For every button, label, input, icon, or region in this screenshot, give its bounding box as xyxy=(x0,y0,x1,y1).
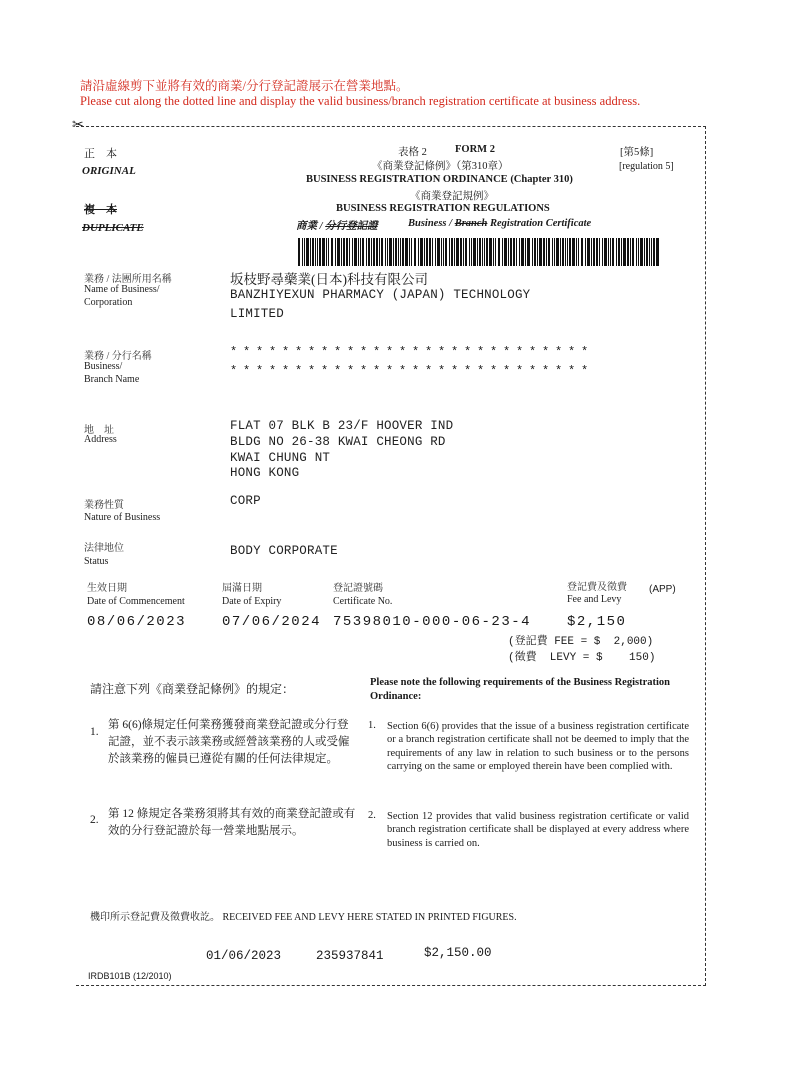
barcode-bar xyxy=(560,238,561,266)
certificate-type-business: Business / xyxy=(408,218,455,229)
certificate-number: 75398010-000-06-23-4 xyxy=(333,614,532,630)
barcode-bar xyxy=(489,238,492,266)
name-label-line-1: Name of Business/ xyxy=(84,284,160,295)
barcode-bar xyxy=(454,238,455,266)
barcode-bar xyxy=(435,238,436,266)
barcode-bar xyxy=(371,238,372,266)
barcode-bar xyxy=(646,238,648,266)
duplicate-label-chinese: 複 本 xyxy=(84,204,117,216)
barcode-bar xyxy=(360,238,361,266)
cut-line-right xyxy=(705,126,706,986)
barcode-bar xyxy=(402,238,404,266)
barcode-bar xyxy=(302,238,303,266)
barcode-bar xyxy=(638,238,639,266)
barcode-bar xyxy=(525,238,526,266)
barcode-bar xyxy=(656,238,659,266)
barcode-bar xyxy=(387,238,388,266)
barcode-bar xyxy=(393,238,394,266)
barcode-bar xyxy=(411,238,412,266)
certificate-no-label-chinese: 登記證號碼 xyxy=(333,583,383,594)
app-marker: (APP) xyxy=(649,584,676,595)
barcode-bar xyxy=(587,238,590,266)
barcode-bar xyxy=(349,238,350,266)
barcode-bar xyxy=(471,238,472,266)
requirements-title: Please note the following requirements of the Business Registration Ordinance: xyxy=(370,677,671,702)
barcode-bar xyxy=(437,238,440,266)
barcode-bar xyxy=(513,238,515,266)
barcode-bar xyxy=(508,238,509,266)
registration-fee: (登記費 FEE = $ 2,000) xyxy=(508,636,654,648)
barcode-bar xyxy=(306,238,309,266)
branch-name-line-1: **************************** xyxy=(230,345,595,359)
regulation-ref-chinese: [第5條] xyxy=(620,147,654,158)
barcode-bar xyxy=(304,238,305,266)
barcode-bar xyxy=(298,238,300,266)
barcode-bar xyxy=(362,238,364,266)
business-name-line-1: BANZHIYEXUN PHARMACY (JAPAN) TECHNOLOGY xyxy=(230,288,531,302)
barcode-bar xyxy=(460,238,462,266)
certificate-type-registration: Registration Certificate xyxy=(487,218,592,229)
certificate-type-zh-branch: 分行登記證 xyxy=(325,221,378,232)
barcode-bar xyxy=(612,238,614,266)
status-label: Status xyxy=(84,556,109,567)
barcode-bar xyxy=(414,238,416,266)
barcode-bar xyxy=(409,238,410,266)
barcode-bar xyxy=(310,238,311,266)
barcode-bar xyxy=(640,238,643,266)
barcode-bar xyxy=(627,238,629,266)
barcode-bar xyxy=(337,238,340,266)
branch-label-line-2: Branch Name xyxy=(84,374,140,385)
barcode-bar xyxy=(591,238,592,266)
barcode-bar xyxy=(618,238,620,266)
barcode-bar xyxy=(519,238,520,266)
barcode-bar xyxy=(528,238,530,266)
barcode-bar xyxy=(653,238,655,266)
fee-total: $2,150 xyxy=(567,614,627,630)
barcode-bar xyxy=(565,238,566,266)
expiry-label: Date of Expiry xyxy=(222,596,282,607)
barcode-bar xyxy=(510,238,512,266)
barcode-bar xyxy=(539,238,542,266)
barcode-bar xyxy=(451,238,453,266)
barcode-bar xyxy=(493,238,494,266)
barcode-bar xyxy=(585,238,586,266)
cut-instruction-english: Please cut along the dotted line and display the valid business/branch registration certificate at business address. xyxy=(80,94,641,108)
barcode-bar xyxy=(576,238,577,266)
barcode-bar xyxy=(335,238,336,266)
name-label-line-2: Corporation xyxy=(84,297,133,308)
business-name-chinese: 坂枝野尋藥業(日本)科技有限公司 xyxy=(230,272,428,287)
barcode-bar xyxy=(537,238,538,266)
certificate-type-branch: Branch xyxy=(454,218,488,229)
requirement-1: Section 6(6) provides that the issue of a business registration certificate or a branch registration certificate shall not be deemed to imply that the requirements of any law in relation to such business or to the persons carrying on the same or employed therein have been complied with. xyxy=(387,721,689,773)
barcode-bar xyxy=(352,238,353,266)
barcode-bar xyxy=(376,238,378,266)
barcode-bar xyxy=(373,238,376,266)
original-label: ORIGINAL xyxy=(82,165,136,177)
requirement-1-chinese: 第 6(6)條規定任何業務獲發商業登記證或分行登記證，並不表示該業務或經營該業務的人或受僱於該業務的僱員已遵從有關的任何法律規定。 xyxy=(108,719,350,765)
barcode-bar xyxy=(636,238,637,266)
barcode-bar xyxy=(651,238,652,266)
barcode-bar xyxy=(495,238,496,266)
duplicate-label: DUPLICATE xyxy=(82,222,144,234)
requirement-2-chinese: 第 12 條規定各業務須將其有效的商業登記證或有效的分行登記證於每一營業地點展示。 xyxy=(108,808,356,837)
barcode-bar xyxy=(398,238,399,266)
status-label-chinese: 法律地位 xyxy=(84,543,124,554)
barcode-bar xyxy=(498,238,500,266)
address-line-1: FLAT 07 BLK B 23/F HOOVER IND xyxy=(230,419,454,433)
barcode-bar xyxy=(504,238,507,266)
address-line-4: HONG KONG xyxy=(230,466,300,480)
barcode-bar xyxy=(319,238,321,266)
requirement-1-number: 1. xyxy=(368,720,376,731)
barcode-bar xyxy=(630,238,631,266)
receipt-date: 01/06/2023 xyxy=(206,949,282,963)
barcode-bar xyxy=(473,238,476,266)
barcode-bar xyxy=(616,238,617,266)
legal-status: BODY CORPORATE xyxy=(230,544,338,558)
levy-fee: (徵費 LEVY = $ 150) xyxy=(508,652,656,664)
barcode-bar xyxy=(578,238,579,266)
requirement-1-number-chinese: 1. xyxy=(90,726,99,738)
barcode-bar xyxy=(548,238,550,266)
barcode-bar xyxy=(328,238,329,266)
barcode-bar xyxy=(532,238,533,266)
cut-line-top xyxy=(76,126,706,127)
barcode-bar xyxy=(400,238,401,266)
barcode-bar xyxy=(441,238,442,266)
barcode-bar xyxy=(358,238,359,266)
address-label: Address xyxy=(84,434,117,445)
barcode-bar xyxy=(567,238,568,266)
barcode-bar xyxy=(604,238,607,266)
commencement-label-chinese: 生效日期 xyxy=(87,583,127,594)
barcode-bar xyxy=(581,238,583,266)
cut-instruction-chinese: 請沿虛線剪下並將有效的商業/分行登記證展示在營業地點。 xyxy=(80,79,409,93)
barcode-bar xyxy=(322,238,325,266)
barcode xyxy=(298,238,660,266)
barcode-bar xyxy=(326,238,327,266)
barcode-bar xyxy=(426,238,428,266)
barcode-bar xyxy=(593,238,595,266)
requirement-2-number: 2. xyxy=(368,810,376,821)
barcode-bar xyxy=(469,238,470,266)
ordinance-title: BUSINESS REGISTRATION ORDINANCE (Chapter 310) xyxy=(306,174,573,185)
commencement-date: 08/06/2023 xyxy=(87,614,187,630)
barcode-bar xyxy=(381,238,383,266)
barcode-bar xyxy=(445,238,447,266)
barcode-bar xyxy=(543,238,545,266)
barcode-bar xyxy=(534,238,536,266)
regulations-title: BUSINESS REGISTRATION REGULATIONS xyxy=(336,203,550,214)
barcode-bar xyxy=(502,238,503,266)
barcode-bar xyxy=(602,238,603,266)
requirement-2: Section 12 provides that valid business registration certificate or valid branch registration certificate shall be displayed at every address where business is carried on. xyxy=(387,811,689,849)
nature-label: Nature of Business xyxy=(84,512,161,523)
fee-label: Fee and Levy xyxy=(567,594,622,605)
expiry-label-chinese: 屆滿日期 xyxy=(222,583,262,594)
branch-name-line-2: **************************** xyxy=(230,364,595,378)
form-number: FORM 2 xyxy=(455,144,495,155)
barcode-bar xyxy=(479,238,481,266)
ordinance-title-chinese: 《商業登記條例》（第310章） xyxy=(372,161,509,172)
branch-label-chinese: 業務 / 分行名稱 xyxy=(84,351,152,362)
barcode-bar xyxy=(482,238,483,266)
barcode-bar xyxy=(608,238,609,266)
form-number-chinese: 表格 2 xyxy=(398,147,427,158)
address-label-chinese: 地 址 xyxy=(84,425,114,436)
barcode-bar xyxy=(632,238,634,266)
barcode-bar xyxy=(516,238,517,266)
receipt-amount: $2,150.00 xyxy=(424,946,492,960)
barcode-bar xyxy=(486,238,488,266)
branch-label-line-1: Business/ xyxy=(84,361,123,372)
certificate-type-english xyxy=(408,218,591,229)
scissors-icon: ✂ xyxy=(72,118,84,133)
barcode-bar xyxy=(623,238,626,266)
expiry-date: 07/06/2024 xyxy=(222,614,322,630)
barcode-bar xyxy=(389,238,392,266)
barcode-bar xyxy=(432,238,433,266)
business-name-line-2: LIMITED xyxy=(230,307,284,321)
barcode-bar xyxy=(317,238,318,266)
barcode-bar xyxy=(379,238,380,266)
name-label-chinese: 業務 / 法團所用名稱 xyxy=(84,274,172,285)
barcode-bar xyxy=(429,238,431,266)
barcode-bar xyxy=(420,238,423,266)
barcode-bar xyxy=(621,238,622,266)
barcode-bar xyxy=(366,238,367,266)
receipt-number: 235937841 xyxy=(316,949,384,963)
barcode-bar xyxy=(343,238,345,266)
barcode-bar xyxy=(572,238,575,266)
barcode-bar xyxy=(596,238,598,266)
barcode-bar xyxy=(368,238,370,266)
barcode-bar xyxy=(562,238,564,266)
cut-line-bottom xyxy=(76,985,706,986)
nature-of-business: CORP xyxy=(230,494,261,508)
barcode-bar xyxy=(354,238,357,266)
barcode-bar xyxy=(424,238,425,266)
fee-label-chinese: 登記費及徵費 xyxy=(567,582,627,593)
barcode-bar xyxy=(521,238,524,266)
certificate-type xyxy=(296,218,378,233)
requirements-title-chinese: 請注意下列《商業登記條例》的規定： xyxy=(90,682,295,696)
address-line-2: BLDG NO 26-38 KWAI CHEONG RD xyxy=(230,435,446,449)
barcode-bar xyxy=(465,238,467,266)
barcode-bar xyxy=(649,238,650,266)
barcode-bar xyxy=(331,238,333,266)
barcode-bar xyxy=(315,238,316,266)
barcode-bar xyxy=(443,238,444,266)
barcode-bar xyxy=(599,238,600,266)
barcode-bar xyxy=(477,238,478,266)
form-code: IRDB101B (12/2010) xyxy=(88,971,172,981)
nature-label-chinese: 業務性質 xyxy=(84,500,124,511)
barcode-bar xyxy=(554,238,555,266)
barcode-bar xyxy=(552,238,553,266)
barcode-bar xyxy=(484,238,485,266)
barcode-bar xyxy=(569,238,571,266)
barcode-bar xyxy=(312,238,314,266)
regulation-ref: [regulation 5] xyxy=(619,161,674,172)
certificate-type-zh-business: 商業 / xyxy=(296,221,326,232)
barcode-bar xyxy=(610,238,611,266)
barcode-bar xyxy=(395,238,397,266)
requirement-2-number-chinese: 2. xyxy=(90,814,99,826)
barcode-bar xyxy=(341,238,342,266)
barcode-bar xyxy=(418,238,419,266)
address-line-3: KWAI CHUNG NT xyxy=(230,451,331,465)
barcode-bar xyxy=(456,238,459,266)
certificate-no-label: Certificate No. xyxy=(333,596,393,607)
barcode-bar xyxy=(546,238,547,266)
barcode-bar xyxy=(385,238,386,266)
barcode-bar xyxy=(405,238,408,266)
barcode-bar xyxy=(644,238,645,266)
commencement-label: Date of Commencement xyxy=(87,596,185,607)
original-label-chinese: 正 本 xyxy=(84,148,117,160)
barcode-bar xyxy=(346,238,348,266)
regulations-title-chinese: 《商業登記規例》 xyxy=(410,191,494,202)
barcode-bar xyxy=(556,238,559,266)
received-statement: 機印所示登記費及徵費收訖。 RECEIVED FEE AND LEVY HERE STATED IN PRINTED FIGURES. xyxy=(90,912,517,923)
barcode-bar xyxy=(527,238,528,266)
barcode-bar xyxy=(463,238,464,266)
barcode-bar xyxy=(449,238,450,266)
